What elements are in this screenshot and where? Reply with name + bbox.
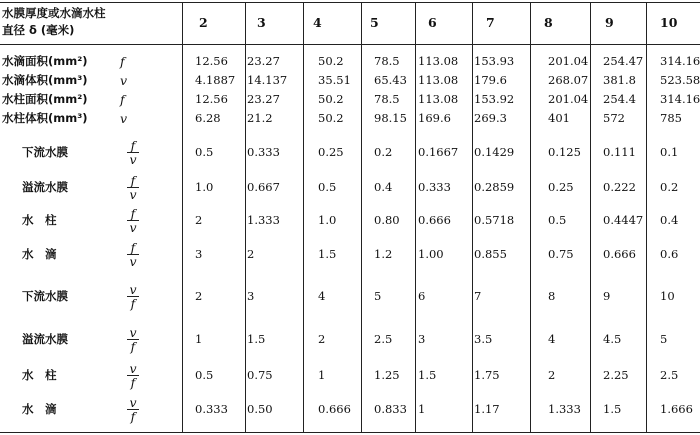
table-cell: 0.75 bbox=[548, 247, 574, 261]
column-divider bbox=[361, 2, 362, 432]
column-header: 10 bbox=[660, 15, 678, 30]
ratio-fraction bbox=[126, 241, 140, 268]
ratio-fraction bbox=[126, 207, 140, 234]
table-cell: 1.333 bbox=[548, 402, 581, 416]
row-label: 水柱面积(mm²) bbox=[2, 92, 88, 106]
table-cell: 14.137 bbox=[247, 73, 288, 87]
table-cell: 314.16 bbox=[660, 92, 700, 106]
table-cell: 5 bbox=[374, 289, 382, 303]
fraction-denominator: v bbox=[129, 187, 137, 202]
table-cell: 12.56 bbox=[195, 92, 228, 106]
table-cell: 381.8 bbox=[603, 73, 636, 87]
table-cell: 1.5 bbox=[247, 332, 266, 346]
column-divider bbox=[182, 2, 183, 432]
table-cell: 0.4447 bbox=[603, 213, 644, 227]
header-rule bbox=[0, 44, 700, 45]
table-cell: 78.5 bbox=[374, 54, 400, 68]
ratio-fraction bbox=[126, 139, 140, 166]
table-cell: 169.6 bbox=[418, 111, 451, 125]
table-cell: 0.5 bbox=[548, 213, 567, 227]
table-cell: 0.50 bbox=[247, 402, 273, 416]
row-label: 水 柱 bbox=[22, 213, 57, 227]
table-cell: 269.3 bbox=[474, 111, 507, 125]
table-cell: 1.5 bbox=[318, 247, 337, 261]
table-cell: 0.5 bbox=[318, 180, 337, 194]
table-cell: 6.28 bbox=[195, 111, 221, 125]
table-cell: 2 bbox=[318, 332, 326, 346]
table-cell: 2.25 bbox=[603, 368, 629, 382]
table-cell: 5 bbox=[660, 332, 668, 346]
table-cell: 1.17 bbox=[474, 402, 500, 416]
ratio-fraction bbox=[126, 396, 140, 423]
table-cell: 0.666 bbox=[318, 402, 351, 416]
table-cell: 1 bbox=[318, 368, 326, 382]
table-cell: 0.1667 bbox=[418, 145, 459, 159]
table-cell: 50.2 bbox=[318, 111, 344, 125]
table-cell: 0.80 bbox=[374, 213, 400, 227]
row-label: 水 滴 bbox=[22, 402, 57, 416]
table-cell: 1.333 bbox=[247, 213, 280, 227]
table-cell: 3 bbox=[195, 247, 203, 261]
ratio-fraction bbox=[126, 326, 140, 353]
table-cell: 572 bbox=[603, 111, 625, 125]
table-cell: 153.93 bbox=[474, 54, 515, 68]
fraction-numerator: f bbox=[130, 173, 136, 188]
ratio-fraction bbox=[126, 283, 140, 310]
fraction-denominator: v bbox=[129, 152, 137, 167]
row-label: 下流水膜 bbox=[22, 145, 68, 159]
fraction-denominator: f bbox=[130, 296, 136, 311]
table-cell: 4 bbox=[318, 289, 326, 303]
table-cell: 2.5 bbox=[660, 368, 679, 382]
table-cell: 0.2 bbox=[374, 145, 393, 159]
table-cell: 1.5 bbox=[418, 368, 437, 382]
table-cell: 785 bbox=[660, 111, 682, 125]
row-label: 水柱体积(mm³) bbox=[2, 111, 88, 125]
table-cell: 0.333 bbox=[195, 402, 228, 416]
row-symbol: f bbox=[120, 54, 125, 69]
table-cell: 3 bbox=[418, 332, 426, 346]
table-cell: 113.08 bbox=[418, 73, 459, 87]
table-cell: 3 bbox=[247, 289, 255, 303]
table-cell: 65.43 bbox=[374, 73, 407, 87]
table-cell: 2.5 bbox=[374, 332, 393, 346]
fraction-denominator: f bbox=[130, 339, 136, 354]
table-cell: 0.667 bbox=[247, 180, 280, 194]
table-cell: 523.58 bbox=[660, 73, 700, 87]
table-cell: 10 bbox=[660, 289, 675, 303]
table-cell: 0.75 bbox=[247, 368, 273, 382]
table-cell: 1 bbox=[418, 402, 426, 416]
table-cell: 1 bbox=[195, 332, 203, 346]
table-cell: 1.5 bbox=[603, 402, 622, 416]
table-cell: 1.00 bbox=[418, 247, 444, 261]
column-divider bbox=[590, 2, 591, 432]
table-cell: 4.1887 bbox=[195, 73, 236, 87]
fraction-numerator: v bbox=[129, 325, 137, 340]
row-symbol: f bbox=[120, 92, 125, 107]
table-cell: 1.75 bbox=[474, 368, 500, 382]
ratio-fraction bbox=[126, 362, 140, 389]
table-cell: 3.5 bbox=[474, 332, 493, 346]
table-cell: 0.222 bbox=[603, 180, 636, 194]
row-label: 水 柱 bbox=[22, 368, 57, 382]
column-divider bbox=[245, 2, 246, 432]
table-cell: 0.4 bbox=[660, 213, 679, 227]
fraction-denominator: v bbox=[129, 220, 137, 235]
row-label: 水 滴 bbox=[22, 247, 57, 261]
table-cell: 113.08 bbox=[418, 54, 459, 68]
table-cell: 50.2 bbox=[318, 92, 344, 106]
table-cell: 4 bbox=[548, 332, 556, 346]
fraction-numerator: v bbox=[129, 361, 137, 376]
table-cell: 0.4 bbox=[374, 180, 393, 194]
column-header: 4 bbox=[313, 15, 322, 30]
table-cell: 0.333 bbox=[247, 145, 280, 159]
table-cell: 201.04 bbox=[548, 92, 589, 106]
table-cell: 0.333 bbox=[418, 180, 451, 194]
fraction-numerator: f bbox=[130, 138, 136, 153]
table-cell: 0.1429 bbox=[474, 145, 515, 159]
table-cell: 6 bbox=[418, 289, 426, 303]
row-label: 溢流水膜 bbox=[22, 180, 68, 194]
table-cell: 254.4 bbox=[603, 92, 636, 106]
column-header: 5 bbox=[370, 15, 379, 30]
table-cell: 12.56 bbox=[195, 54, 228, 68]
row-label: 下流水膜 bbox=[22, 289, 68, 303]
table-cell: 2 bbox=[195, 213, 203, 227]
row-label: 溢流水膜 bbox=[22, 332, 68, 346]
table-cell: 268.07 bbox=[548, 73, 589, 87]
table-cell: 23.27 bbox=[247, 54, 280, 68]
table-cell: 0.666 bbox=[603, 247, 636, 261]
table-cell: 8 bbox=[548, 289, 556, 303]
table-cell: 1.0 bbox=[318, 213, 337, 227]
column-header: 9 bbox=[605, 15, 614, 30]
table-cell: 0.25 bbox=[318, 145, 344, 159]
table-cell: 201.04 bbox=[548, 54, 589, 68]
table-cell: 21.2 bbox=[247, 111, 273, 125]
table-cell: 35.51 bbox=[318, 73, 351, 87]
table-cell: 78.5 bbox=[374, 92, 400, 106]
top-rule bbox=[0, 2, 700, 3]
fraction-numerator: f bbox=[130, 240, 136, 255]
fraction-numerator: f bbox=[130, 206, 136, 221]
fraction-denominator: f bbox=[130, 409, 136, 424]
row-label: 水滴体积(mm³) bbox=[2, 73, 88, 87]
table-cell: 1.25 bbox=[374, 368, 400, 382]
row-symbol: v bbox=[120, 73, 128, 88]
table-cell: 0.25 bbox=[548, 180, 574, 194]
table-cell: 9 bbox=[603, 289, 611, 303]
column-divider bbox=[646, 2, 647, 432]
fraction-denominator: v bbox=[129, 254, 137, 269]
column-divider bbox=[303, 2, 304, 432]
table-cell: 2 bbox=[548, 368, 556, 382]
fraction-numerator: v bbox=[129, 395, 137, 410]
column-divider bbox=[472, 2, 473, 432]
fraction-denominator: f bbox=[130, 375, 136, 390]
table-cell: 98.15 bbox=[374, 111, 407, 125]
table-cell: 1.0 bbox=[195, 180, 214, 194]
table-cell: 0.5 bbox=[195, 145, 214, 159]
table-cell: 0.2859 bbox=[474, 180, 515, 194]
table-cell: 314.16 bbox=[660, 54, 700, 68]
table-cell: 0.1 bbox=[660, 145, 679, 159]
table-cell: 179.6 bbox=[474, 73, 507, 87]
column-divider bbox=[415, 2, 416, 432]
ratio-fraction bbox=[126, 174, 140, 201]
table-cell: 23.27 bbox=[247, 92, 280, 106]
table-cell: 7 bbox=[474, 289, 482, 303]
table-cell: 2 bbox=[247, 247, 255, 261]
column-header: 3 bbox=[257, 15, 266, 30]
column-header: 7 bbox=[486, 15, 495, 30]
table-cell: 254.47 bbox=[603, 54, 644, 68]
table-cell: 0.666 bbox=[418, 213, 451, 227]
table-cell: 0.855 bbox=[474, 247, 507, 261]
table-cell: 0.2 bbox=[660, 180, 679, 194]
table-cell: 0.125 bbox=[548, 145, 581, 159]
table-cell: 4.5 bbox=[603, 332, 622, 346]
table-cell: 401 bbox=[548, 111, 570, 125]
table-cell: 153.92 bbox=[474, 92, 515, 106]
column-header: 2 bbox=[199, 15, 208, 30]
table-cell: 0.5 bbox=[195, 368, 214, 382]
table-cell: 113.08 bbox=[418, 92, 459, 106]
table-cell: 1.2 bbox=[374, 247, 393, 261]
table-cell: 50.2 bbox=[318, 54, 344, 68]
column-divider bbox=[530, 2, 531, 432]
row-symbol: v bbox=[120, 111, 128, 126]
table-cell: 0.6 bbox=[660, 247, 679, 261]
fraction-numerator: v bbox=[129, 282, 137, 297]
row-label: 水滴面积(mm²) bbox=[2, 54, 88, 68]
table-cell: 0.111 bbox=[603, 145, 636, 159]
table-cell: 1.666 bbox=[660, 402, 693, 416]
bottom-rule bbox=[0, 432, 700, 433]
column-header: 8 bbox=[544, 15, 553, 30]
table-cell: 0.5718 bbox=[474, 213, 515, 227]
table-cell: 0.833 bbox=[374, 402, 407, 416]
header-label-line1: 水膜厚度或水滴水柱 bbox=[2, 6, 106, 20]
header-label-line2: 直径 δ (毫米) bbox=[2, 23, 75, 37]
column-header: 6 bbox=[428, 15, 437, 30]
table-cell: 2 bbox=[195, 289, 203, 303]
